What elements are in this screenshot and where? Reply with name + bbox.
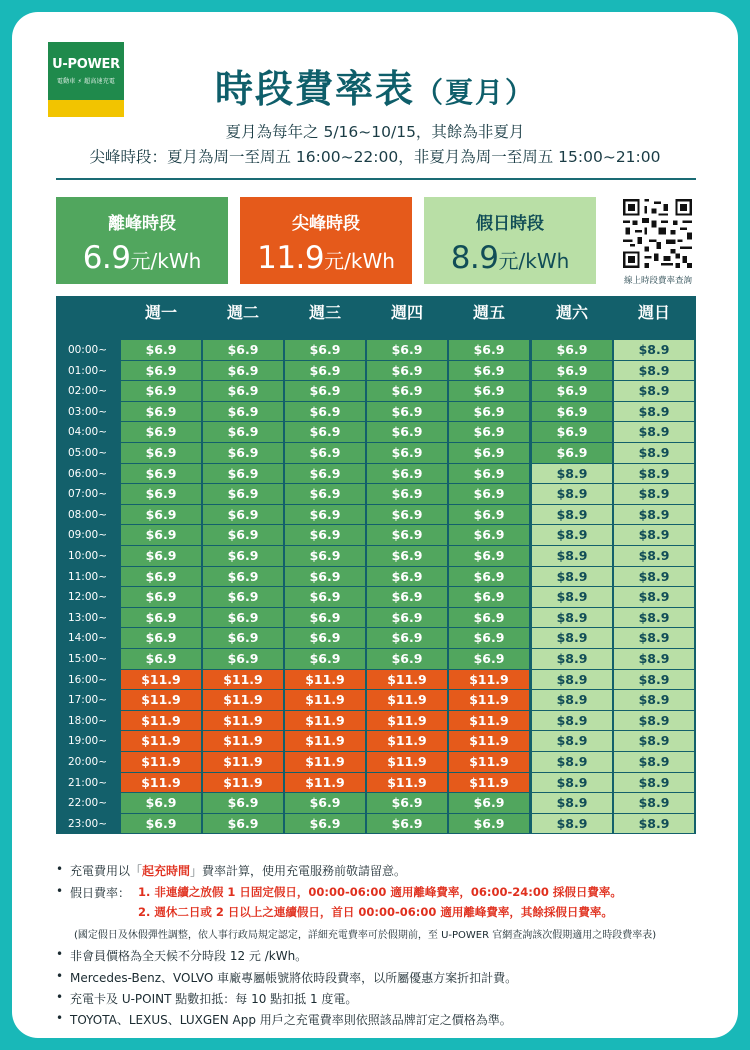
row-time-label: 11:00~ bbox=[67, 570, 107, 583]
rate-cell: $11.9 bbox=[203, 773, 283, 793]
rate-cell: $8.9 bbox=[614, 422, 694, 442]
row-time-label: 09:00~ bbox=[67, 529, 107, 542]
rate-cell: $11.9 bbox=[285, 752, 365, 772]
note-1-post: 」費率計算，使用充電服務前敬請留意。 bbox=[190, 864, 407, 878]
row-time-label: 05:00~ bbox=[67, 447, 107, 459]
rate-cell: $6.9 bbox=[285, 587, 365, 607]
rate-cell: $6.9 bbox=[367, 546, 447, 566]
holiday-label: 假日時段 bbox=[476, 214, 544, 234]
offpeak-unit: 元/kWh bbox=[130, 249, 202, 273]
rate-cell: $6.9 bbox=[449, 793, 529, 813]
column-header-0: 週一 bbox=[144, 303, 177, 322]
row-time-label: 19:00~ bbox=[67, 735, 107, 748]
rate-cell: $6.9 bbox=[121, 525, 201, 545]
rate-cell: $6.9 bbox=[203, 546, 283, 566]
rate-cell: $6.9 bbox=[121, 340, 201, 360]
note-1-highlight: 起充時間 bbox=[142, 864, 191, 878]
rate-cell: $11.9 bbox=[121, 670, 201, 690]
table-row bbox=[56, 587, 696, 608]
rate-cell: $6.9 bbox=[121, 505, 201, 525]
rate-cell: $6.9 bbox=[367, 402, 447, 422]
rate-cell: $11.9 bbox=[367, 711, 447, 731]
rate-cell: $6.9 bbox=[121, 587, 201, 607]
rate-cell: $11.9 bbox=[121, 731, 201, 751]
rate-cell: $6.9 bbox=[121, 546, 201, 566]
note-2-small-print: (國定假日及休假彈性調整，依人事行政局規定認定，詳細充電費率可於假期前，至 U-POWER 官網查詢該次假期適用之時段費率表) bbox=[74, 930, 657, 941]
rate-cell: $11.9 bbox=[449, 773, 529, 793]
qr-code-icon[interactable] bbox=[623, 199, 692, 268]
row-time-label: 23:00~ bbox=[67, 817, 107, 830]
rate-cell: $6.9 bbox=[449, 587, 529, 607]
rate-cell: $11.9 bbox=[203, 752, 283, 772]
rate-cell: $6.9 bbox=[285, 814, 365, 834]
column-header-4: 週五 bbox=[472, 303, 505, 322]
table-row bbox=[56, 443, 696, 464]
rate-cell: $6.9 bbox=[203, 628, 283, 648]
rate-cell: $6.9 bbox=[285, 608, 365, 628]
holiday-unit: 元/kWh bbox=[498, 249, 570, 273]
rate-cell: $8.9 bbox=[532, 649, 612, 669]
rate-cell: $11.9 bbox=[285, 711, 365, 731]
rate-cell: $8.9 bbox=[532, 484, 612, 504]
rate-cell: $11.9 bbox=[203, 711, 283, 731]
table-row bbox=[56, 525, 696, 546]
row-time-label: 14:00~ bbox=[67, 632, 107, 645]
rate-cell: $8.9 bbox=[614, 546, 694, 566]
page-title bbox=[12, 58, 738, 113]
title-main: 時段費率表 bbox=[214, 67, 415, 111]
rate-cell: $6.9 bbox=[203, 567, 283, 587]
rate-cell: $6.9 bbox=[285, 793, 365, 813]
rate-cell: $6.9 bbox=[203, 402, 283, 422]
rate-cell: $8.9 bbox=[532, 731, 612, 751]
rate-cell: $6.9 bbox=[449, 484, 529, 504]
rate-cell: $6.9 bbox=[285, 381, 365, 401]
rate-cell: $6.9 bbox=[449, 649, 529, 669]
rate-cell: $6.9 bbox=[203, 608, 283, 628]
rate-cell: $11.9 bbox=[367, 752, 447, 772]
title-divider bbox=[56, 178, 696, 180]
rate-cell: $6.9 bbox=[285, 340, 365, 360]
rate-cell: $6.9 bbox=[121, 361, 201, 381]
rate-cell: $11.9 bbox=[203, 690, 283, 710]
rate-cell: $11.9 bbox=[203, 670, 283, 690]
rate-cell: $6.9 bbox=[449, 443, 529, 463]
rate-cell: $6.9 bbox=[121, 422, 201, 442]
rate-cell: $6.9 bbox=[367, 422, 447, 442]
row-time-label: 17:00~ bbox=[67, 694, 107, 707]
rate-cell: $11.9 bbox=[449, 670, 529, 690]
column-header-5: 週六 bbox=[555, 303, 588, 322]
table-row bbox=[56, 773, 696, 794]
rate-cell: $8.9 bbox=[532, 628, 612, 648]
rate-cell: $6.9 bbox=[367, 814, 447, 834]
rate-cell: $6.9 bbox=[367, 361, 447, 381]
rate-cell: $6.9 bbox=[367, 340, 447, 360]
table-row bbox=[56, 505, 696, 526]
rate-cell: $6.9 bbox=[203, 340, 283, 360]
rate-cell: $11.9 bbox=[203, 731, 283, 751]
table-row bbox=[56, 608, 696, 629]
rate-cell: $6.9 bbox=[285, 402, 365, 422]
column-header-1: 週二 bbox=[226, 303, 259, 322]
rate-cell: $6.9 bbox=[449, 422, 529, 442]
row-time-label: 13:00~ bbox=[67, 611, 107, 624]
rate-cell: $11.9 bbox=[449, 752, 529, 772]
rate-cell: $6.9 bbox=[121, 814, 201, 834]
rate-cell: $6.9 bbox=[532, 361, 612, 381]
rate-cell: $6.9 bbox=[203, 525, 283, 545]
row-time-label: 04:00~ bbox=[67, 426, 107, 439]
rate-cell: $6.9 bbox=[367, 567, 447, 587]
rate-cell: $6.9 bbox=[121, 484, 201, 504]
table-row bbox=[56, 567, 696, 588]
rate-cell: $6.9 bbox=[285, 546, 365, 566]
rate-cell: $6.9 bbox=[285, 484, 365, 504]
column-header-3: 週四 bbox=[390, 303, 423, 322]
rate-cell: $8.9 bbox=[614, 670, 694, 690]
table-row bbox=[56, 793, 696, 814]
rate-cell: $11.9 bbox=[367, 690, 447, 710]
rate-cell: $6.9 bbox=[367, 608, 447, 628]
column-header-6: 週日 bbox=[637, 303, 670, 322]
rate-cell: $6.9 bbox=[449, 628, 529, 648]
rate-cell: $11.9 bbox=[367, 731, 447, 751]
rate-cell: $11.9 bbox=[285, 731, 365, 751]
rate-cell: $6.9 bbox=[532, 422, 612, 442]
note-2-item-2: 2. 週休二日或 2 日以上之連續假日，首日 00:00-06:00 適用離峰費率，其餘採假日費率。 bbox=[138, 905, 613, 919]
rate-cell: $6.9 bbox=[121, 464, 201, 484]
rate-table bbox=[56, 296, 696, 834]
rate-cell: $6.9 bbox=[367, 525, 447, 545]
table-row bbox=[56, 628, 696, 649]
rate-cell: $8.9 bbox=[532, 670, 612, 690]
holiday-price-box bbox=[424, 197, 596, 284]
rate-cell: $6.9 bbox=[285, 505, 365, 525]
rate-cell: $8.9 bbox=[614, 484, 694, 504]
rate-cell: $6.9 bbox=[367, 443, 447, 463]
rate-cell: $8.9 bbox=[614, 525, 694, 545]
note-1-pre: 充電費用以「 bbox=[70, 864, 143, 878]
rate-cell: $6.9 bbox=[367, 649, 447, 669]
rate-cell: $8.9 bbox=[614, 587, 694, 607]
rate-cell: $8.9 bbox=[614, 381, 694, 401]
rate-cell: $8.9 bbox=[614, 361, 694, 381]
table-row bbox=[56, 752, 696, 773]
rate-cell: $6.9 bbox=[449, 525, 529, 545]
rate-cell: $8.9 bbox=[532, 814, 612, 834]
rate-cell: $8.9 bbox=[532, 752, 612, 772]
table-header bbox=[56, 296, 696, 324]
rate-cell: $6.9 bbox=[203, 814, 283, 834]
table-row bbox=[56, 670, 696, 691]
rate-cell: $8.9 bbox=[614, 752, 694, 772]
offpeak-value: 6.9 bbox=[82, 240, 131, 276]
rate-cell: $6.9 bbox=[121, 402, 201, 422]
rate-cell: $6.9 bbox=[367, 381, 447, 401]
rate-poster: U-POWER 電動車 ⚡ 超高速充電 時段費率表（夏月） 夏月為每年之 5/16~10/15，其餘為非夏月 尖峰時段：夏月為周一至周五 16:00~22:00，非夏月為周一至周五 15:00~21:00 離峰時段 6.9元/kWh 尖峰時段 11.9元/kWh 假日時段 8.9元/kWh 線上時段費率查詢 週一 週二 週三 週四 週五 週六 週日 00:00~ $6.9 $6.9 $6.9 $6.9 $6.9 $6.9 $8.9 01:00~ $6.9 $6.9 $6.9 $6.9 $6.9 $6.9 $8.9 02:00~ $6.9 $6.9 $6.9 $6.9 $6.9 $6.9 $8.9 03:00~ $6.9 $6.9 $6.9 $6.9 $6.9 $6.9 $8.9 04:00~ $6.9 $6.9 $6.9 $6.9 $6.9 $6.9 $8.9 05:00~ $6.9 $6.9 $6.9 $6.9 $6.9 $6.9 $8.9 06:00~ $6.9 $6.9 $6.9 $6.9 $6.9 $8.9 $8.9 07:00~ $6.9 $6.9 $6.9 $6.9 $6.9 $8.9 $8.9 08:00~ $6.9 $6.9 $6.9 $6.9 $6.9 $8.9 $8.9 09:00~ $6.9 $6.9 $6.9 $6.9 $6.9 $8.9 $8.9 10:00~ $6.9 $6.9 $6.9 $6.9 $6.9 $8.9 $8.9 11:00~ $6.9 $6.9 $6.9 $6.9 $6.9 $8.9 $8.9 12:00~ $6.9 $6.9 $6.9 $6.9 $6.9 $8.9 $8.9 13:00~ $6.9 $6.9 $6.9 $6.9 $6.9 $8.9 $8.9 14:00~ $6.9 $6.9 $6.9 $6.9 $6.9 $8.9 $8.9 15:00~ $6.9 $6.9 $6.9 $6.9 $6.9 $8.9 $8.9 16:00~ $11.9 $11.9 $11.9 $11.9 $11.9 $8.9 $8.9 17:00~ $11.9 $11.9 $11.9 $11.9 $11.9 $8.9 $8.9 18:00~ $11.9 $11.9 $11.9 $11.9 $11.9 $8.9 $8.9 19:00~ $11.9 $11.9 $11.9 $11.9 $11.9 $8.9 $8.9 20:00~ $11.9 $11.9 $11.9 $11.9 $11.9 $8.9 $8.9 21:00~ $11.9 $11.9 $11.9 $11.9 $11.9 $8.9 $8.9 22:00~ $6.9 $6.9 $6.9 $6.9 $6.9 $8.9 $8.9 23:00~ $6.9 $6.9 $6.9 $6.9 $6.9 $8.9 $8.9 • 充電費用以「起充時間」費率計算，使用充電服務前敬請留意。 • 假日費率： 1. 非連續之放假 1 日固定假日，00:00-06:00 適用離峰費率，06:00-24:00 採假日費率。 2. 週休二日或 2 日以上之連續假日，首日 00:00-06:00 適用離峰費率，其餘採假日費率。 (國定假日及休假彈性調整，依人事行政局規定認定，詳細充電費率可於假期前，至 U-POWER 官網查詢該次假期適用之時段費率表) • 非會員價格為全天候不分時段 12 元 /kWh。 • Mercedes-Benz、VOLVO 車廠專屬帳號將依時段費率，以所屬優惠方案折扣計費。 • 充電卡及 U-POINT 點數扣抵：每 10 點扣抵 1 度電。 • TOYOTA、LEXUS、LUXGEN App 用戶之充電費率則依照該品牌訂定之價格為準。 bbox=[12, 12, 738, 1038]
rate-cell: $6.9 bbox=[449, 381, 529, 401]
rate-cell: $8.9 bbox=[614, 464, 694, 484]
rate-cell: $8.9 bbox=[532, 608, 612, 628]
rate-cell: $6.9 bbox=[449, 402, 529, 422]
rate-cell: $8.9 bbox=[614, 608, 694, 628]
rate-cell: $6.9 bbox=[367, 793, 447, 813]
rate-cell: $6.9 bbox=[449, 505, 529, 525]
rate-cell: $6.9 bbox=[121, 628, 201, 648]
rate-cell: $6.9 bbox=[203, 793, 283, 813]
rate-cell: $6.9 bbox=[203, 422, 283, 442]
rate-cell: $11.9 bbox=[121, 773, 201, 793]
rate-cell: $8.9 bbox=[614, 711, 694, 731]
holiday-value: 8.9 bbox=[450, 240, 499, 276]
rate-cell: $6.9 bbox=[121, 793, 201, 813]
row-time-label: 07:00~ bbox=[67, 488, 107, 501]
rate-cell: $8.9 bbox=[532, 773, 612, 793]
rate-cell: $6.9 bbox=[367, 484, 447, 504]
row-time-label: 01:00~ bbox=[67, 364, 107, 377]
row-time-label: 21:00~ bbox=[67, 776, 107, 789]
peak-unit: 元/kWh bbox=[324, 249, 395, 273]
rate-cell: $6.9 bbox=[285, 422, 365, 442]
table-row bbox=[56, 464, 696, 485]
note-2-label: 假日費率： bbox=[70, 886, 131, 900]
rate-cell: $8.9 bbox=[614, 649, 694, 669]
qr-caption: 線上時段費率查詢 bbox=[623, 276, 692, 286]
table-row bbox=[56, 711, 696, 732]
row-time-label: 16:00~ bbox=[67, 673, 107, 686]
row-time-label: 20:00~ bbox=[67, 756, 107, 768]
offpeak-label: 離峰時段 bbox=[108, 214, 176, 234]
rate-cell: $11.9 bbox=[121, 711, 201, 731]
rate-cell: $6.9 bbox=[203, 464, 283, 484]
table-row bbox=[56, 484, 696, 505]
row-time-label: 15:00~ bbox=[67, 653, 107, 665]
rate-cell: $6.9 bbox=[285, 567, 365, 587]
rate-cell: $8.9 bbox=[532, 690, 612, 710]
row-time-label: 10:00~ bbox=[67, 550, 107, 562]
rate-cell: $8.9 bbox=[532, 505, 612, 525]
rate-cell: $8.9 bbox=[532, 587, 612, 607]
row-time-label: 06:00~ bbox=[67, 467, 107, 480]
rate-cell: $8.9 bbox=[614, 505, 694, 525]
season-definition: 夏月為每年之 5/16~10/15，其餘為非夏月 bbox=[225, 123, 525, 141]
rate-cell: $11.9 bbox=[367, 773, 447, 793]
rate-cell: $8.9 bbox=[532, 567, 612, 587]
rate-cell: $6.9 bbox=[285, 525, 365, 545]
rate-cell: $6.9 bbox=[203, 587, 283, 607]
rate-cell: $8.9 bbox=[532, 464, 612, 484]
peak-value: 11.9 bbox=[257, 240, 325, 276]
rate-cell: $11.9 bbox=[449, 711, 529, 731]
row-time-label: 02:00~ bbox=[67, 385, 107, 398]
table-row bbox=[56, 649, 696, 670]
rate-cell: $8.9 bbox=[614, 690, 694, 710]
rate-cell: $11.9 bbox=[449, 731, 529, 751]
table-row bbox=[56, 814, 696, 835]
row-time-label: 12:00~ bbox=[67, 591, 107, 604]
row-time-label: 08:00~ bbox=[67, 508, 107, 521]
rate-cell: $6.9 bbox=[449, 361, 529, 381]
rate-cell: $6.9 bbox=[121, 567, 201, 587]
logo-tagline: 電動車 ⚡ 超高速充電 bbox=[56, 78, 116, 85]
rate-cell: $6.9 bbox=[285, 361, 365, 381]
rate-cell: $6.9 bbox=[449, 464, 529, 484]
rate-cell: $6.9 bbox=[367, 505, 447, 525]
table-row bbox=[56, 361, 696, 382]
table-row bbox=[56, 731, 696, 752]
peak-definition: 尖峰時段：夏月為周一至周五 16:00~22:00，非夏月為周一至周五 15:00~21:00 bbox=[89, 148, 661, 166]
rate-cell: $6.9 bbox=[367, 464, 447, 484]
rate-cell: $6.9 bbox=[285, 628, 365, 648]
rate-cell: $8.9 bbox=[614, 402, 694, 422]
rate-cell: $8.9 bbox=[614, 567, 694, 587]
table-row bbox=[56, 402, 696, 423]
rate-cell: $6.9 bbox=[449, 340, 529, 360]
rate-cell: $6.9 bbox=[449, 567, 529, 587]
rate-cell: $6.9 bbox=[203, 361, 283, 381]
rate-cell: $11.9 bbox=[285, 690, 365, 710]
peak-label: 尖峰時段 bbox=[292, 214, 360, 234]
row-time-label: 18:00~ bbox=[67, 714, 107, 727]
rate-cell: $6.9 bbox=[367, 587, 447, 607]
rate-cell: $8.9 bbox=[532, 546, 612, 566]
note-2-item-1: 1. 非連續之放假 1 日固定假日，00:00-06:00 適用離峰費率，06:00-24:00 採假日費率。 bbox=[138, 885, 622, 899]
table-row bbox=[56, 546, 696, 567]
rate-cell: $6.9 bbox=[285, 464, 365, 484]
rate-cell: $6.9 bbox=[449, 546, 529, 566]
rate-cell: $11.9 bbox=[285, 773, 365, 793]
rate-cell: $6.9 bbox=[532, 340, 612, 360]
rate-cell: $6.9 bbox=[121, 443, 201, 463]
table-row bbox=[56, 340, 696, 361]
table-row bbox=[56, 690, 696, 711]
rate-cell: $6.9 bbox=[532, 443, 612, 463]
rate-cell: $8.9 bbox=[614, 773, 694, 793]
rate-cell: $6.9 bbox=[203, 484, 283, 504]
row-time-label: 00:00~ bbox=[67, 344, 107, 356]
rate-cell: $11.9 bbox=[367, 670, 447, 690]
rate-cell: $6.9 bbox=[285, 443, 365, 463]
row-time-label: 22:00~ bbox=[67, 797, 107, 810]
rate-cell: $8.9 bbox=[614, 814, 694, 834]
offpeak-price-box bbox=[56, 197, 228, 284]
rate-cell: $8.9 bbox=[614, 731, 694, 751]
rate-cell: $6.9 bbox=[449, 814, 529, 834]
rate-cell: $6.9 bbox=[121, 381, 201, 401]
rate-cell: $11.9 bbox=[121, 752, 201, 772]
rate-cell: $6.9 bbox=[121, 649, 201, 669]
rate-cell: $11.9 bbox=[121, 690, 201, 710]
rate-cell: $8.9 bbox=[532, 711, 612, 731]
rate-cell: $11.9 bbox=[285, 670, 365, 690]
row-time-label: 03:00~ bbox=[67, 405, 107, 418]
title-season: （夏月） bbox=[415, 76, 536, 109]
rate-cell: $6.9 bbox=[449, 608, 529, 628]
table-row bbox=[56, 422, 696, 443]
rate-cell: $6.9 bbox=[532, 381, 612, 401]
rate-cell: $8.9 bbox=[532, 525, 612, 545]
rate-cell: $8.9 bbox=[532, 793, 612, 813]
rate-cell: $6.9 bbox=[203, 649, 283, 669]
rate-cell: $6.9 bbox=[285, 649, 365, 669]
rate-cell: $6.9 bbox=[532, 402, 612, 422]
logo-name: U-POWER bbox=[52, 57, 120, 72]
rate-cell: $8.9 bbox=[614, 793, 694, 813]
rate-cell: $6.9 bbox=[367, 628, 447, 648]
rate-cell: $6.9 bbox=[121, 608, 201, 628]
rate-cell: $6.9 bbox=[203, 443, 283, 463]
table-row bbox=[56, 381, 696, 402]
rate-cell: $6.9 bbox=[203, 505, 283, 525]
rate-cell: $8.9 bbox=[614, 340, 694, 360]
rate-cell: $6.9 bbox=[203, 381, 283, 401]
column-header-2: 週三 bbox=[308, 303, 341, 322]
rate-cell: $11.9 bbox=[449, 690, 529, 710]
peak-price-box bbox=[240, 197, 412, 284]
rate-cell: $8.9 bbox=[614, 628, 694, 648]
rate-cell: $8.9 bbox=[614, 443, 694, 463]
